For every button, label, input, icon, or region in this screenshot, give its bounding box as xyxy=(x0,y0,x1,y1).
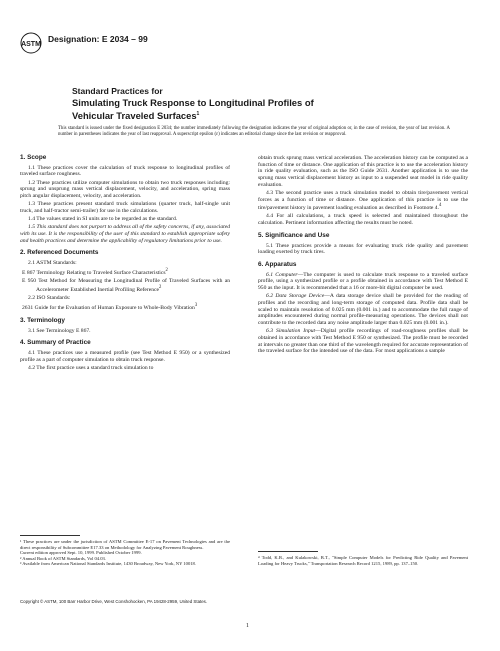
term-3-1: 3.1 See Terminology E 867. xyxy=(28,327,91,334)
ref-2-2: 2.2 ISO Standards: xyxy=(28,295,71,302)
apparatus-6-2: 6.2 Data Storage Device—A data storage device shall be provided for the reading of profiles and the recording and long-term storage of computed data. Profile data shall be scaled to maintain resolution of 0.025 mm (0.001 in.) and to accommodate the full range of amplitudes encountered during normal profile-measuring operations. The devices shall not contribute to the recorded data any noise amplitude larger than 0.025 mm (0.001 in.). xyxy=(258,293,468,327)
ref-2-1: 2.1 ASTM Standards: xyxy=(28,260,77,267)
significance-heading: 5. Significance and Use xyxy=(258,231,330,239)
ref-e867: E 867 Terminology Relating to Traveled Surface Characteristics$^2$ xyxy=(22,268,168,277)
page-number: 1 xyxy=(246,623,249,629)
title-line-1: Standard Practices for xyxy=(72,86,163,96)
footnote-2: ² Annual Book of ASTM Standards, Vol 04.03. xyxy=(20,555,106,561)
terminology-heading: 3. Terminology xyxy=(20,316,65,324)
scope-1-3: 1.3 These practices present standard truck simulations (quarter truck, half-single unit truck, and half-tractor semi-trailer) for use in the calculations. xyxy=(20,201,230,214)
summary-4-2: 4.2 The first practice uses a standard truck simulation to xyxy=(28,364,154,371)
apparatus-6-1: 6.1 Computer—The computer is used to calculate truck response to a traveled surface profile, using a synthesized profile or a profile obtained in accordance with Test Method E 950 as the input. It is recommended that a 16 or more-bit digital computer be used. xyxy=(258,271,469,292)
apparatus-6-3: 6.3 Simulation Input—Digital profile recordings of road-roughness profiles shall be obtained in accordance with Test Method E 950 or synthesized. The profile must be recorded at intervals no greater than one third of the wavelength required for accurate representation of the traveled surface for the intended use of the data. For most applications a sample xyxy=(258,328,468,355)
svg-text:ASTM: ASTM xyxy=(21,41,41,48)
summary-4-2-continued: obtain truck sprung mass vertical acceleration. The acceleration history can be computed as a function of time or distance. One application of this practice is to use the acceleration history in ride quality evaluation, such as the ISO Guide 2631. Another application is to use the sprung mass vertical displacement history as input to a suspended seat model in ride quality evaluation. xyxy=(258,155,468,188)
summary-4-1: 4.1 These practices use a measured profile (see Test Method E 950) or a synthesized profile as a part of computer simulation to obtain truck response. xyxy=(20,350,230,363)
scope-1-1: 1.1 These practices cover the calculation of truck response to longitudinal profiles of traveled surface roughness. xyxy=(20,164,230,178)
footnote-4: ⁴ Todd, K.B., and Kulakowski, B.T., "Simple Computer Models for Predicting Ride Quality and Pavement Loading for Heavy Trucks," Transportation Research Record 1215, 1989, pp. 137–150. xyxy=(258,555,468,566)
footnote-3: ³ Available from American National Standards Institute, 1430 Broadway, New York, NY 10018. xyxy=(20,561,196,567)
referenced-documents-heading: 2. Referenced Documents xyxy=(20,249,99,257)
apparatus-heading: 6. Apparatus xyxy=(258,261,297,268)
ref-e950: E 950 Test Method for Measuring the Longitudinal Profile of Traveled Surfaces with an Accelerometer Established Inertial Profiling Reference$^2$ xyxy=(22,278,230,293)
intro-notice: This standard is issued under the fixed designation E 2034; the number immediately following the designation indicates the year of original adoption or, in the case of revision, the year of last revision. A number in parentheses indicates the year of last reapproval. A superscript epsilon (ε) indicates an editorial change since the last revision or reapproval. xyxy=(58,126,450,138)
ref-iso-2631: 2631 Guide for the Evaluation of Human Exposure to Whole-Body Vibration$^3$ xyxy=(22,303,198,312)
left-column xyxy=(20,155,230,373)
copyright-line: Copyright © ASTM, 100 Barr Harbor Drive, West Conshohocken, PA 19428-2959, United States. xyxy=(20,599,208,604)
designation: Designation: E 2034 – 99 xyxy=(48,34,148,44)
title-line-3: Vehicular Traveled Surfaces$^1$ xyxy=(72,109,200,121)
scope-1-5: 1.5 This standard does not purport to address all of the safety concerns, if any, associated with its use. It is the responsibility of the user of this standard to establish appropriate safety and health practices and determine the applicability of regulatory limitations prior to use. xyxy=(20,224,230,244)
footnote-1b: Current edition approved Sept. 10, 1999. Published October 1999. xyxy=(20,550,142,556)
astm-logo-icon xyxy=(20,32,42,54)
significance-5-1: 5.1 These practices provide a means for evaluating truck ride quality and pavement loading exerted by truck tires. xyxy=(258,242,468,256)
title-line-2: Simulating Truck Response to Longitudinal Profiles of xyxy=(72,97,314,108)
scope-heading: 1. Scope xyxy=(20,154,47,161)
footnote-1: ¹ These practices are under the jurisdiction of ASTM Committee E-17 on Pavement Technologies and are the direct responsibility of Subcommittee E17.33 on Methodology for Analyzing Pavement Roughness. xyxy=(20,539,230,550)
footnotes-left xyxy=(20,539,230,567)
document-title xyxy=(72,86,432,121)
right-column xyxy=(258,155,468,357)
summary-4-3: 4.3 The second practice uses a truck simulation model to obtain tire/pavement vertical forces as a function of time or distance. One application of this practice is to use the tire/pavement history in pavement loading evaluation as described in Footnote 4.$^4$ xyxy=(258,190,468,212)
footnote-rule-left xyxy=(20,535,80,536)
summary-heading: 4. Summary of Practice xyxy=(20,339,91,347)
scope-1-2: 1.2 These practices utilize computer simulations to obtain two truck responses including: sprung and unsprung mass vertical displacement, velocity, and acceleration, spring mass pitch angular displacement, velocity, and acceleration. xyxy=(20,179,230,200)
scope-1-4: 1.4 The values stated in SI units are to be regarded as the standard. xyxy=(28,216,178,223)
footnote-rule-right xyxy=(258,551,318,552)
summary-4-4: 4.4 For all calculations, a truck speed is selected and maintained throughout the calculation. Pertinent information affecting the results must be noted. xyxy=(258,213,468,227)
